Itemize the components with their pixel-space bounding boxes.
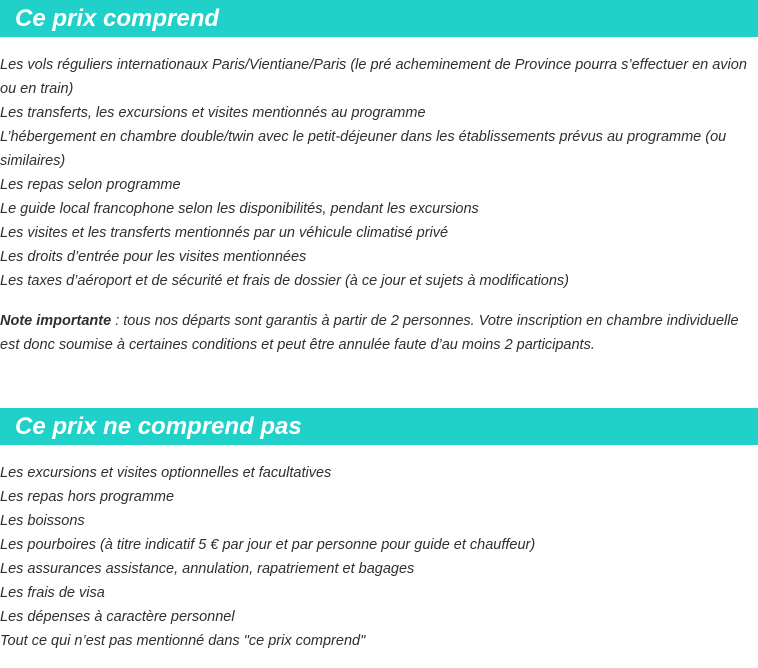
- included-item: Les repas selon programme: [0, 177, 181, 193]
- excluded-title: Ce prix ne comprend pas: [15, 413, 302, 440]
- included-item: L’hébergement en chambre double/twin avec le petit-déjeuner dans les établissements prévus au programme (ou similaires): [0, 129, 727, 169]
- excluded-item: Les frais de visa: [0, 585, 105, 601]
- excluded-section: [0, 408, 758, 653]
- excluded-item: Les excursions et visites optionnelles et facultatives: [0, 465, 332, 481]
- included-item: Les visites et les transferts mentionnés par un véhicule climatisé privé: [0, 225, 449, 241]
- included-item: Le guide local francophone selon les disponibilités, pendant les excursions: [0, 201, 479, 217]
- included-header: [0, 0, 758, 37]
- note-text: : tous nos départs sont garantis à partir de 2 personnes. Votre inscription en chambre individuelle est donc soumise à certaines conditions et peut être annulée faute d’au moins 2 participants.: [0, 313, 739, 353]
- excluded-header: [0, 408, 758, 445]
- included-item: Les vols réguliers internationaux Paris/Vientiane/Paris (le pré acheminement de Province pourra s’effectuer en avion ou en train): [0, 57, 747, 97]
- included-list: [0, 37, 758, 357]
- included-title: Ce prix comprend: [15, 5, 220, 32]
- excluded-item: Tout ce qui n’est pas mentionné dans "ce prix comprend": [0, 633, 366, 649]
- note-label: Note importante: [0, 313, 112, 329]
- excluded-item: Les assurances assistance, annulation, rapatriement et bagages: [0, 561, 415, 577]
- included-item: Les taxes d’aéroport et de sécurité et frais de dossier (à ce jour et sujets à modifications): [0, 273, 570, 289]
- excluded-list: [0, 445, 758, 653]
- excluded-item: Les boissons: [0, 513, 85, 529]
- excluded-item: Les pourboires (à titre indicatif 5 € par jour et par personne pour guide et chauffeur): [0, 537, 536, 553]
- excluded-item: Les dépenses à caractère personnel: [0, 609, 235, 625]
- included-item: Les transferts, les excursions et visites mentionnés au programme: [0, 105, 426, 121]
- included-item: Les droits d’entrée pour les visites mentionnées: [0, 249, 307, 265]
- important-note: [0, 309, 758, 357]
- excluded-item: Les repas hors programme: [0, 489, 175, 505]
